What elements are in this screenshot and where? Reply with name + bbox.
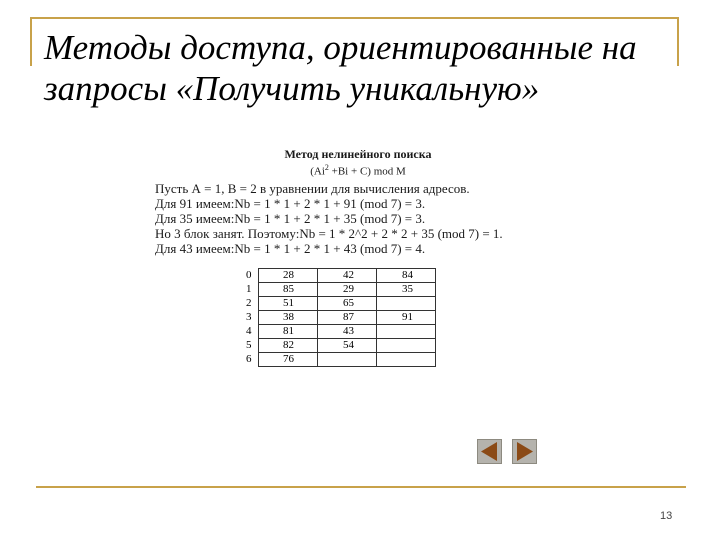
table-cell [377, 325, 436, 339]
table-cell [377, 339, 436, 353]
row-index: 2 [246, 297, 252, 309]
table-cell [318, 353, 377, 367]
formula-part-1: (Ai [310, 165, 325, 178]
table-cell: 65 [318, 297, 377, 311]
table-row [246, 339, 436, 353]
row-index: 5 [246, 339, 252, 351]
table-cell: 85 [259, 283, 318, 297]
row-index: 1 [246, 283, 252, 295]
method-formula [155, 161, 561, 179]
table-row [246, 269, 436, 283]
slide-title [44, 27, 714, 109]
table-row [246, 325, 436, 339]
table-cell: 91 [377, 311, 436, 325]
table-cell: 51 [259, 297, 318, 311]
text-line-4: Но 3 блок занят. Поэтому:Nb = 1 * 2^2 + 2 * 2 + 35 (mod 7) = 1. [155, 225, 503, 241]
formula-part-2: +Bi + C) mod M [328, 165, 406, 178]
triangle-right-icon [513, 440, 536, 463]
slide-content [155, 147, 575, 256]
previous-slide-button[interactable] [477, 439, 502, 464]
text-line-5: Для 43 имеем:Nb = 1 * 1 + 2 * 1 + 43 (mod 7) = 4. [155, 240, 426, 256]
text-line-3: Для 35 имеем:Nb = 1 * 1 + 2 * 1 + 35 (mod 7) = 3. [155, 210, 426, 226]
table-row [246, 283, 436, 297]
page-number: 13 [660, 510, 673, 522]
title-frame-left-line [30, 17, 32, 66]
slide-title-line-1: Методы доступа, ориентированные на [44, 28, 637, 67]
table-cell [377, 297, 436, 311]
table-cell: 81 [259, 325, 318, 339]
triangle-left-icon [478, 440, 501, 463]
hash-table [246, 268, 436, 367]
row-index: 0 [246, 269, 252, 281]
text-line-1: Пусть А = 1, В = 2 в уравнении для вычисления адресов. [155, 180, 470, 196]
formula-superscript: 2 [324, 163, 329, 172]
table-row [246, 297, 436, 311]
footer-divider [36, 486, 686, 488]
table-cell: 29 [318, 283, 377, 297]
slide-title-line-2: запросы «Получить уникальную» [44, 69, 540, 108]
table-cell: 82 [259, 339, 318, 353]
table-cell [377, 353, 436, 367]
text-line-2: Для 91 имеем:Nb = 1 * 1 + 2 * 1 + 91 (mod 7) = 3. [155, 195, 426, 211]
table-row [246, 311, 436, 325]
method-heading: Метод нелинейного поиска [284, 147, 432, 161]
table-cell: 42 [318, 269, 377, 283]
table-cell: 76 [259, 353, 318, 367]
row-index: 6 [246, 353, 252, 365]
table-cell: 43 [318, 325, 377, 339]
table-cell: 28 [259, 269, 318, 283]
table-cell: 54 [318, 339, 377, 353]
next-slide-button[interactable] [512, 439, 537, 464]
row-index: 3 [246, 311, 252, 323]
row-index: 4 [246, 325, 252, 337]
table-cell: 87 [318, 311, 377, 325]
table-cell: 38 [259, 311, 318, 325]
title-frame-top-line [30, 17, 678, 19]
table-row [246, 353, 436, 367]
table-cell: 35 [377, 283, 436, 297]
table-cell: 84 [377, 269, 436, 283]
